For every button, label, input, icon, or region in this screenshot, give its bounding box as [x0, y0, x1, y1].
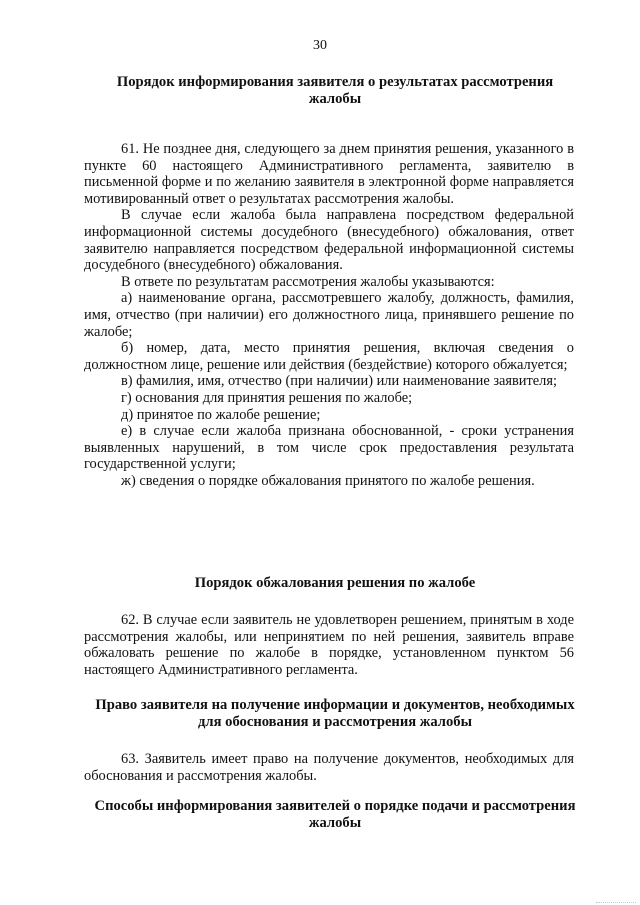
list-item-g: г) основания для принятия решения по жалобе;	[121, 389, 413, 406]
list-item-e: е) в случае если жалоба признана обоснованной, - сроки устранения выявленных нарушений, в том числе срок предоставления результата государственной услуги;	[84, 423, 574, 473]
section-heading-inform-methods: Способы информирования заявителей о порядке подачи и рассмотрения жалобы	[94, 798, 576, 831]
paragraph-61: 61. Не позднее дня, следующего за днем принятия решения, указанного в пункте 60 настоящего Административного регламента, заявителю в письменной форме и по желанию заявителя в электронной форме направляется мотивированный ответ о результатах рассмотрения жалобы.	[84, 141, 574, 207]
list-item-d: д) принятое по жалобе решение;	[121, 406, 321, 423]
section-body-inform-result	[84, 141, 574, 489]
paragraph-62: 62. В случае если заявитель не удовлетворен решением, принятым в ходе рассмотрения жалобы, или непринятием по ней решения, заявитель вправе обжаловать решение по жалобе в порядке, установленном пунктом 56 настоящего Административного регламента.	[84, 612, 574, 678]
section-heading-appeal-order: Порядок обжалования решения по жалобе	[194, 575, 476, 591]
list-item-v: в) фамилия, имя, отчество (при наличии) или наименование заявителя;	[121, 373, 557, 390]
paragraph-federal-system: В случае если жалоба была направлена посредством федеральной информационной системы досудебного (внесудебного) обжалования, ответ заявителю направляется посредством федеральной информационной системы досудебного (внесудебного) обжалования.	[84, 207, 574, 274]
paragraph-answer-contents-intro: В ответе по результатам рассмотрения жалобы указываются:	[121, 273, 495, 290]
section-body-appeal-order	[84, 612, 574, 678]
section-heading-inform-result: Порядок информирования заявителя о результатах рассмотрения жалобы	[116, 74, 554, 107]
list-item-b: б) номер, дата, место принятия решения, включая сведения о должностном лице, решение или действия (бездействие) которого обжалуется;	[84, 340, 574, 373]
section-body-applicant-rights	[84, 751, 574, 784]
section-heading-applicant-rights: Право заявителя на получение информации и документов, необходимых для обоснования и рассмотрения жалобы	[95, 697, 575, 730]
list-item-zh: ж) сведения о порядке обжалования принятого по жалобе решения.	[121, 472, 535, 489]
list-item-a: а) наименование органа, рассмотревшего жалобу, должность, фамилия, имя, отчество (при наличии) его должностного лица, принявшего решение по жалобе;	[84, 290, 574, 340]
scan-edge-mark	[596, 899, 636, 903]
paragraph-63: 63. Заявитель имеет право на получение документов, необходимых для обоснования и рассмотрения жалобы.	[84, 751, 574, 784]
page-number: 30	[313, 38, 327, 53]
